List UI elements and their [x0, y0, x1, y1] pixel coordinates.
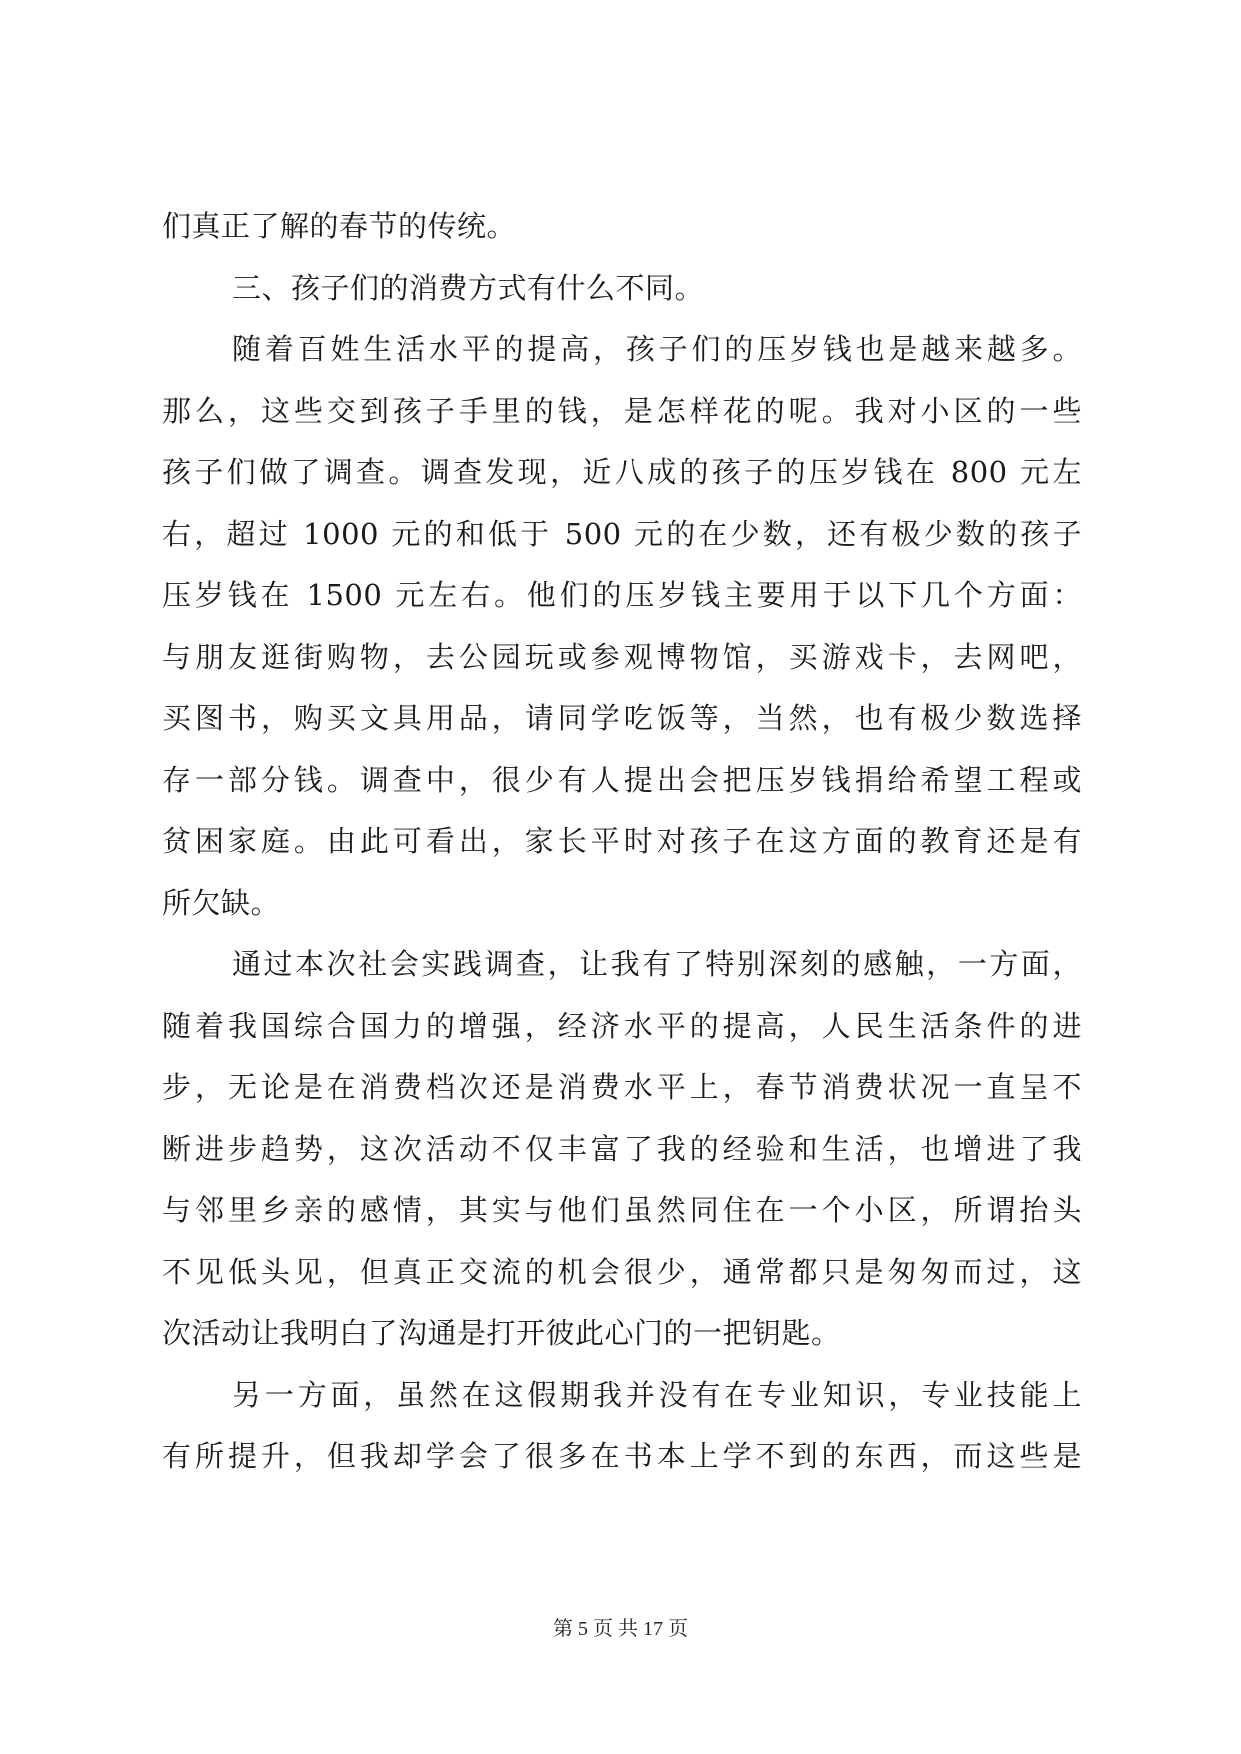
- text-line: 随着百姓生活水平的提高，孩子们的压岁钱也是越来越多。: [232, 332, 1082, 366]
- text-line: 所欠缺。: [162, 885, 281, 920]
- text-line: 贫困家庭。由此可看出，家长平时对孩子在这方面的教育还是有: [162, 824, 1082, 858]
- text-line: 随着我国综合国力的增强，经济水平的提高，人民生活条件的进: [162, 1008, 1082, 1043]
- text-line: 右，超过 1000 元的和低于 500 元的在少数，还有极少数的孩子: [162, 516, 1082, 551]
- text-line: 与朋友逛街购物，去公园玩或参观博物馆，买游戏卡，去网吧，: [162, 639, 1082, 674]
- text-line: 步，无论是在消费档次还是消费水平上，春节消费状况一直呈不: [162, 1070, 1082, 1104]
- text-line: 不见低头见，但真正交流的机会很少，通常都只是匆匆而过，这: [162, 1254, 1082, 1289]
- text-line: 三、孩子们的消费方式有什么不同。: [232, 270, 705, 305]
- text-line: 断进步趋势，这次活动不仅丰富了我的经验和生活，也增进了我: [162, 1131, 1082, 1166]
- text-line: 存一部分钱。调查中，很少有人提出会把压岁钱捐给希望工程或: [162, 762, 1082, 797]
- text-line: 们真正了解的春节的传统。: [162, 209, 517, 243]
- document-body: [162, 196, 1082, 1488]
- text-line: 另一方面，虽然在这假期我并没有在专业知识，专业技能上: [232, 1377, 1082, 1412]
- text-line: 压岁钱在 1500 元左右。他们的压岁钱主要用于以下几个方面：: [162, 578, 1082, 612]
- text-line: 买图书，购买文具用品，请同学吃饭等，当然，也有极少数选择: [162, 701, 1082, 735]
- text-line: 通过本次社会实践调查，让我有了特别深刻的感触，一方面，: [232, 947, 1082, 981]
- page-number-label: 第 5 页 共 17 页: [553, 1618, 688, 1640]
- text-line: 孩子们做了调查。调查发现，近八成的孩子的压岁钱在 800 元左: [162, 455, 1082, 489]
- text-line: 那么，这些交到孩子手里的钱，是怎样花的呢。我对小区的一些: [162, 393, 1082, 428]
- page-footer: [0, 1612, 1241, 1641]
- text-line: 次活动让我明白了沟通是打开彼此心门的一把钥匙。: [162, 1316, 841, 1350]
- text-line: 有所提升，但我却学会了很多在书本上学不到的东西，而这些是: [162, 1439, 1082, 1473]
- text-line: 与邻里乡亲的感情，其实与他们虽然同住在一个小区，所谓抬头: [162, 1193, 1082, 1227]
